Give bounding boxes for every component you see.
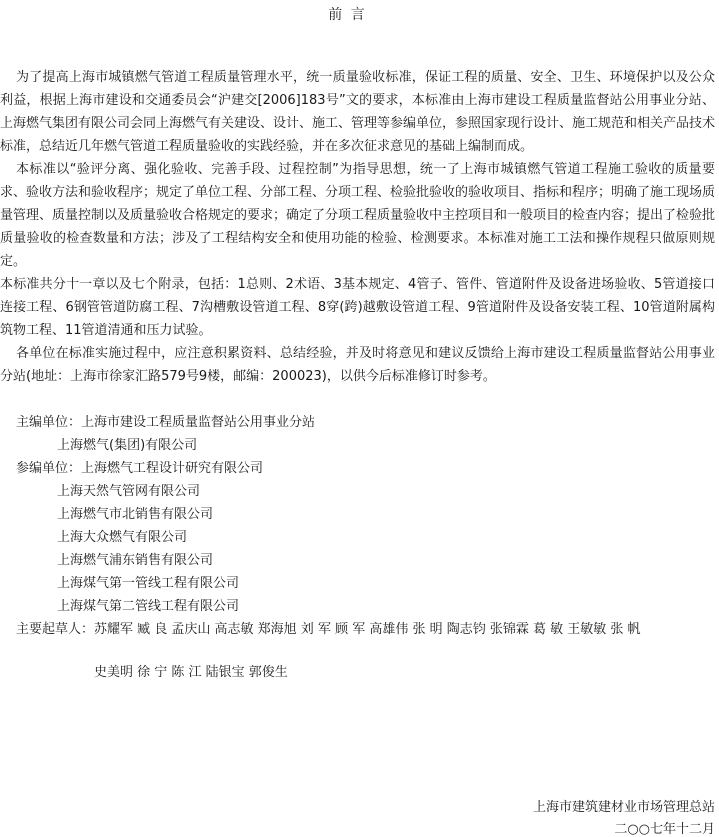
participating-unit: 上海大众燃气有限公司 <box>57 530 188 545</box>
preface-body <box>0 66 719 388</box>
units-list <box>0 411 719 641</box>
chief-editor-row <box>0 411 719 434</box>
chief-editor-unit: 上海市建设工程质量监督站公用事业分站 <box>81 415 316 430</box>
paragraph-purpose: 为了提高上海市城镇燃气管道工程质量管理水平，统一质量验收标准，保证工程的质量、安全、卫生、环境保护以及公众利益，根据上海市建设和交通委员会“沪建交[2006]183号”文的要求，本标准由上海市建设工程质量监督站公用事业分站、上海燃气集团有限公司会同上海燃气有关建设、设计、施工、管理等参编单位，参照国家现行设计、施工规范和相关产品技术标准，总结近几年燃气管道工程质量验收的实践经验，并在多次征求意见的基础上编制而成。 <box>0 70 716 154</box>
paragraph-contents: 本标准共分十一章以及七个附录，包括：1总则、2术语、3基本规定、4管子、管件、管道附件及设备进场验收、5管道接口连接工程、6钢管管道防腐工程、7沟槽敷设管道工程、8穿(跨)越敷设管道工程、9管道附件及设备安装工程、10管道附属构筑物工程、11管道清通和压力试验。 <box>0 277 715 338</box>
page-title: 前 言 <box>328 7 367 23</box>
signature-date: 二○○七年十二月 <box>614 822 715 837</box>
drafters-label: 主要起草人： <box>16 622 95 637</box>
participating-row <box>0 457 719 480</box>
participating-row <box>0 503 719 526</box>
drafters-row <box>0 618 719 641</box>
chief-editor-label: 主编单位： <box>16 415 82 430</box>
participating-unit: 上海煤气第一管线工程有限公司 <box>57 576 240 591</box>
participating-row <box>0 572 719 595</box>
participating-label: 参编单位： <box>16 461 82 476</box>
participating-row <box>0 549 719 572</box>
participating-unit: 上海燃气工程设计研究有限公司 <box>81 461 264 476</box>
chief-editor-unit: 上海燃气(集团)有限公司 <box>57 438 198 453</box>
participating-row <box>0 526 719 549</box>
participating-row <box>0 595 719 618</box>
participating-unit: 上海燃气浦东销售有限公司 <box>57 553 214 568</box>
drafters-names-continued: 史美明 徐 宁 陈 江 陆银宝 郭俊生 <box>94 665 288 680</box>
paragraph-feedback: 各单位在标准实施过程中，应注意积累资料、总结经验，并及时将意见和建议反馈给上海市建设工程质量监督站公用事业分站(地址：上海市徐家汇路579号9楼，邮编：200023)，以供今后标准修订时参考。 <box>0 346 715 384</box>
participating-unit: 上海燃气市北销售有限公司 <box>57 507 214 522</box>
participating-row <box>0 480 719 503</box>
signature-org: 上海市建筑建材业市场管理总站 <box>532 800 715 815</box>
participating-unit: 上海煤气第二管线工程有限公司 <box>57 599 240 614</box>
chief-editor-row <box>0 434 719 457</box>
drafters-names: 苏耀军 臧 良 孟庆山 高志敏 郑海旭 刘 军 顾 军 高雄伟 张 明 陶志钧 张锦霖 葛 敏 王敏敏 张 帆 <box>94 622 641 637</box>
participating-unit: 上海天然气管网有限公司 <box>57 484 201 499</box>
paragraph-guiding-idea: 本标准以“验评分离、强化验收、完善手段、过程控制”为指导思想，统一了上海市城镇燃气管道工程施工验收的质量要求、验收方法和验收程序；规定了单位工程、分部工程、分项工程、检验批验收的验收项目、指标和程序；明确了施工现场质量管理、质量控制以及质量验收合格规定的要求；确定了分项工程质量验收中主控项目和一般项目的检查内容；提出了检验批质量验收的检查数量和方法；涉及了工程结构安全和使用功能的检验、检测要求。本标准对施工工法和操作规程只做原则规定。 <box>0 162 716 269</box>
